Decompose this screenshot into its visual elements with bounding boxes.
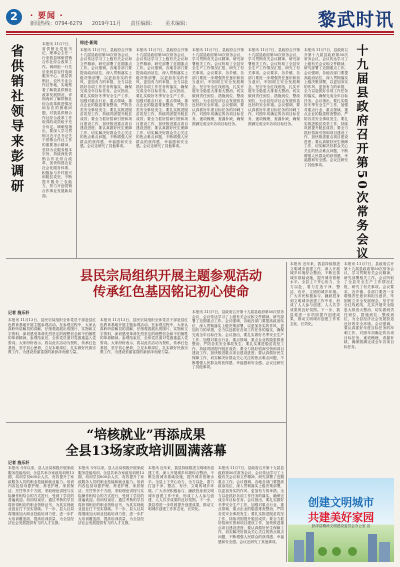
meta-art-editor: 美术编辑： [165,21,191,27]
far-right-body-2: 本报讯 11月7日，县政府召开第十九届县政府第50次常务会议，学习贯彻有关会议精神，研究部署相关工作。会议听取了全县安全生产工作情况汇报，研究了有关事项。会议要求，各乡镇、各部门要进一步增强责任意识和担当意识，牢固树立安全发展理念，坚守安全红线底线，扎实开展安全隐患大排查大整治，切实做到责任到位、措施到位、整改到位，为全县经济社会发展营造良好的安全环境。会议强调，要认真抓好年度目标任务的冲刺工作，对照年初确定的各项目标任务，逐项梳理，查漏补缺，确保圆满完成全年各项目标任务。 [344,262,394,349]
building-shape [379,542,390,562]
masthead [6,6,394,31]
middle-second-body-1: 本报讯 11月13日，县民宗局组织全体党员干部赴县红色教育基地开展主题参观活动。在参观过程中，大家认真聆听讲解员的讲解，仔细观看展出的图片、实物和文字资料，深切感受革命先烈坚定的理想信念和不怕牺牲的革命精神。参观结束后，全体党员面对党旗重温入党誓词。大家纷纷表示，将以此次活动为契机，传承红色基因，坚守初心使命，立足本职岗位，扎实做好民族宗教工作，为建设美丽富饶的新彭泽贡献力量。 [8,318,96,355]
tree-shape [348,547,357,556]
middle-main-title: 综述·新闻 [80,40,98,45]
building-shape [368,534,377,562]
paper-name: 黎武时讯 [318,10,394,31]
bottom-body-4: 本报讯 11月7日，县政府召开第十九届县政府第50次常务会议，会议传达学习了上级有关会议和文件精神，研究部署了近期重点工作。会议强调，各地各部门要提高政治站位，深入贯彻落实上级决策部署，以更加务实的作风、更加有力的举措，全力以赴抓好各项工作任务的落实，确保完成全年目标任务。会议指出，要扎实做好冬季安全生产工作，加强对重点行业、重点领域、重点企业的隐患排查整治，严防各类安全事故发生；要扎实推进脱贫攻坚工作，持续巩固提升脱贫成效；要全力抓好招商引资和项目建设工作，加快推进重点项目建设进度；要认真做好民生保障工作，切实解决好群众关心关注的热点难点问题，不断增强人民群众的获得感、幸福感和安全感。会议还研究了其他事项。 [218,466,284,544]
right-vertical-headline: 十九届县政府召开第50次常务会议 [355,44,369,261]
bottom-body-1: 本报讯 今年以来，县人社局积极开展家政服务技能培训，全县共举办家政培训班13期，培训学员600余人次，有效提升了家政服务人员的职业技能和就业能力。培训内容包括母婴护理、养老护理、家居保洁、烹饪等多个方面，采取理论讲授与实际操作相结合的方式进行，受到了学员的普遍欢迎。培训结束后，通过考核的学员将获得相应的职业资格证书，为其实现就业创业打下坚实基础。下一步，县人社局将继续加大职业技能培训力度，进一步扩大培训覆盖面，提高培训质量，为全县经济社会发展提供有力的人才支撑。 [8,466,74,526]
bottom-byline: 记者 施乐轩 [8,460,30,465]
building-shape [294,540,304,562]
page-number: 2 [6,9,22,25]
middle-main-body-3: 本报讯 11月7日，县政府召开第十九届县政府第50次常务会议，学习贯彻有关会议精神，研究部署相关工作。会议听取了全县安全生产工作情况汇报，研究了有关事项。会议要求，各乡镇、各部门要进一步增强责任意识和担当意识，牢固树立安全发展理念，坚守安全红线底线，扎实开展安全隐患大排查大整治，切实做到责任到位、措施到位、整改到位，为全县经济社会发展营造良好的安全环境。会议强调，要认真抓好年度目标任务的冲刺工作，对照年初确定的各项目标任务，逐项梳理，查漏补缺，确保圆满完成全年各项目标任务。 [192,48,244,126]
banner-subtitle: 彭泽县精神文明建设委员会办公室 宣 [311,524,371,528]
row-divider [6,258,394,259]
masthead-meta [30,20,198,27]
masthead-rule-thin [6,34,394,35]
middle-main-body-5: 本报讯 11月7日，县政府召开第十九届县政府第50次常务会议，会议传达学习了上级有关会议和文件精神，研究部署了近期重点工作。会议强调，各地各部门要提高政治站位，深入贯彻落实上级决策部署，以更加务实的作风、更加有力的举措，全力以赴抓好各项工作任务的落实，确保完成全年目标任务。会议指出，要扎实做好冬季安全生产工作，加强对重点行业、重点领域、重点企业的隐患排查整治，严防各类安全事故发生；要扎实推进脱贫攻坚工作，持续巩固提升脱贫成效；要全力抓好招商引资和项目建设工作，加快推进重点项目建设进度；要认真做好民生保障工作，切实解决好群众关心关注的热点难点问题，不断增强人民群众的获得感、幸福感和安全感。会议还研究了其他事项。 [304,48,348,167]
middle-second-headline-line1: 县民宗局组织开展主题参观活动 [79,269,262,284]
banner-line1: 创建文明城市 [308,496,374,509]
far-right-body-1: 本报讯 近年来，我县持续推进文明城市创建工作，深入开展城乡环境综合整治，不断完善城市基础设施，提升城市管理水平。全县上下齐心协力，全力以赴，着力打造干净、整洁、有序、文明的城乡环境。广大市民积极参与，踊跃投身到文明城市创建工作中来，形成了人人参与创建、人人共享成果的良好氛围。下一步，我县将进一步巩固提升创建成果，推动文明城市创建工作常态化、长效化。 [290,262,340,326]
bottom-headline-line2: 全县13场家政培训圆满落幕 [65,444,227,459]
middle-main-body-4: 本报讯 11月7日，县政府召开第十九届县政府第50次常务会议，学习贯彻有关会议精神，研究部署相关工作。会议听取了全县安全生产工作情况汇报，研究了有关事项。会议要求，各乡镇、各部门要进一步增强责任意识和担当意识，牢固树立安全发展理念，坚守安全红线底线，扎实开展安全隐患大排查大整治，切实做到责任到位、措施到位、整改到位，为全县经济社会发展营造良好的安全环境。会议强调，要认真抓好年度目标任务的冲刺工作，对照年初确定的各项目标任务，逐项梳理，查漏补缺，确保圆满完成全年各项目标任务。 [248,48,300,126]
middle-second-headline-line2: 传承红色基因铭记初心使命 [92,285,249,300]
meta-date: 2019年11月 [91,21,121,27]
tree-shape [332,547,341,556]
middle-second-headline [46,269,296,301]
middle-main-body-1: 本报讯 11月7日，县政府召开第十九届县政府第50次常务会议，会议传达学习了上级有关会议和文件精神，研究部署了近期重点工作。会议强调，各地各部门要提高政治站位，深入贯彻落实上级决策部署，以更加务实的作风、更加有力的举措，全力以赴抓好各项工作任务的落实，确保完成全年目标任务。会议指出，要扎实做好冬季安全生产工作，加强对重点行业、重点领域、重点企业的隐患排查整治，严防各类安全事故发生；要扎实推进脱贫攻坚工作，持续巩固提升脱贫成效；要全力抓好招商引资和项目建设工作，加快推进重点项目建设进度；要认真做好民生保障工作，切实解决好群众关心关注的热点难点问题，不断增强人民群众的获得感、幸福感和安全感。会议还研究了其他事项。 [80,48,132,149]
middle-main-body-2: 本报讯 11月7日，县政府召开第十九届县政府第50次常务会议，会议传达学习了上级有关会议和文件精神，研究部署了近期重点工作。会议强调，各地各部门要提高政治站位，深入贯彻落实上级决策部署，以更加务实的作风、更加有力的举措，全力以赴抓好各项工作任务的落实，确保完成全年目标任务。会议指出，要扎实做好冬季安全生产工作，加强对重点行业、重点领域、重点企业的隐患排查整治，严防各类安全事故发生；要扎实推进脱贫攻坚工作，持续巩固提升脱贫成效；要全力抓好招商引资和项目建设工作，加快推进重点项目建设进度；要认真做好民生保障工作，切实解决好群众关心关注的热点难点问题，不断增强人民群众的获得感、幸福感和安全感。会议还研究了其他事项。 [136,48,188,149]
section-label: · 要闻 · [30,11,64,20]
column-divider-right [286,262,287,562]
left-article-headline: 省供销社领导来彭调研 [8,44,23,194]
civilization-banner [288,478,394,562]
bottom-body-2: 本报讯 今年以来，县人社局积极开展家政服务技能培训，全县共举办家政培训班13期，培训学员600余人次，有效提升了家政服务人员的职业技能和就业能力。培训内容包括母婴护理、养老护理、家居保洁、烹饪等多个方面，采取理论讲授与实际操作相结合的方式进行，受到了学员的普遍欢迎。培训结束后，通过考核的学员将获得相应的职业资格证书，为其实现就业创业打下坚实基础。下一步，县人社局将继续加大职业技能培训力度，进一步扩大培训覆盖面，提高培训质量，为全县经济社会发展提供有力的人才支撑。 [78,466,144,526]
bottom-headline-line1: “培核就业”再添成果 [86,428,206,443]
bottom-body-3: 本报讯 近年来，我县持续推进文明城市创建工作，深入开展城乡环境综合整治，不断完善城市基础设施，提升城市管理水平。全县上下齐心协力，全力以赴，着力打造干净、整洁、有序、文明的城乡环境。广大市民积极参与，踊跃投身到文明城市创建工作中来，形成了人人参与创建、人人共享成果的良好氛围。下一步，我县将进一步巩固提升创建成果，推动文明城市创建工作常态化、长效化。 [148,466,214,512]
row-divider-bottom [6,422,286,423]
banner-line2: 共建美好家园 [308,511,374,524]
middle-second-byline: 记者 施乐轩 [8,310,30,315]
left-article-body: 本报讯 11月7日，省供销社党组书记、理事会主任一行来我县调研供销合作社综合改革工作。调研组一行先后来到县农村电商服务中心、基层供销社、农民专业合作社等地，实地察看了解我县供销社改革发展情况，详细询问了解供销社综合改革推进情况和存在的困难问题，对我县供销合作社综合改革工作取得的成效给予充分肯定。调研组指出，要深入学习贯彻习近平总书记关于供销合作社工作的重要指示精神，坚持为农服务根本宗旨，持续深化供销合作社综合改革，加快构建农业社会化服务体系，积极参与乡村振兴和脱贫攻坚，不断提升服务三农能力，努力开创供销合作事业发展新局面。 [42,42,72,198]
column-divider [76,38,77,258]
bottom-headline [6,428,286,460]
meta-editor: 责任编辑： [130,21,156,27]
middle-second-body-2: 本报讯 11月13日，县民宗局组织全体党员干部赴县红色教育基地开展主题参观活动。在参观过程中，大家认真聆听讲解员的讲解，仔细观看展出的图片、实物和文字资料，深切感受革命先烈坚定的理想信念和不怕牺牲的革命精神。参观结束后，全体党员面对党旗重温入党誓词。大家纷纷表示，将以此次活动为契机，传承红色基因，坚守初心使命，立足本职岗位，扎实做好民族宗教工作，为建设美丽富饶的新彭泽贡献力量。 [100,318,188,355]
building-shape [306,532,314,562]
middle-second-body-3: 本报讯 11月7日，县政府召开第十九届县政府第50次常务会议，会议传达学习了上级有关会议和文件精神，研究部署了近期重点工作。会议强调，各地各部门要提高政治站位，深入贯彻落实上级决策部署，以更加务实的作风、更加有力的举措，全力以赴抓好各项工作任务的落实，确保完成全年目标任务。会议指出，要扎实做好冬季安全生产工作，加强对重点行业、重点领域、重点企业的隐患排查整治，严防各类安全事故发生；要扎实推进脱贫攻坚工作，持续巩固提升脱贫成效；要全力抓好招商引资和项目建设工作，加快推进重点项目建设进度；要认真做好民生保障工作，切实解决好群众关心关注的热点难点问题，不断增强人民群众的获得感、幸福感和安全感。会议还研究了其他事项。 [192,310,284,370]
meta-hotline: 新闻热线：0794-6279 [30,21,83,27]
masthead-rule [6,31,394,33]
tree-shape [318,547,327,556]
